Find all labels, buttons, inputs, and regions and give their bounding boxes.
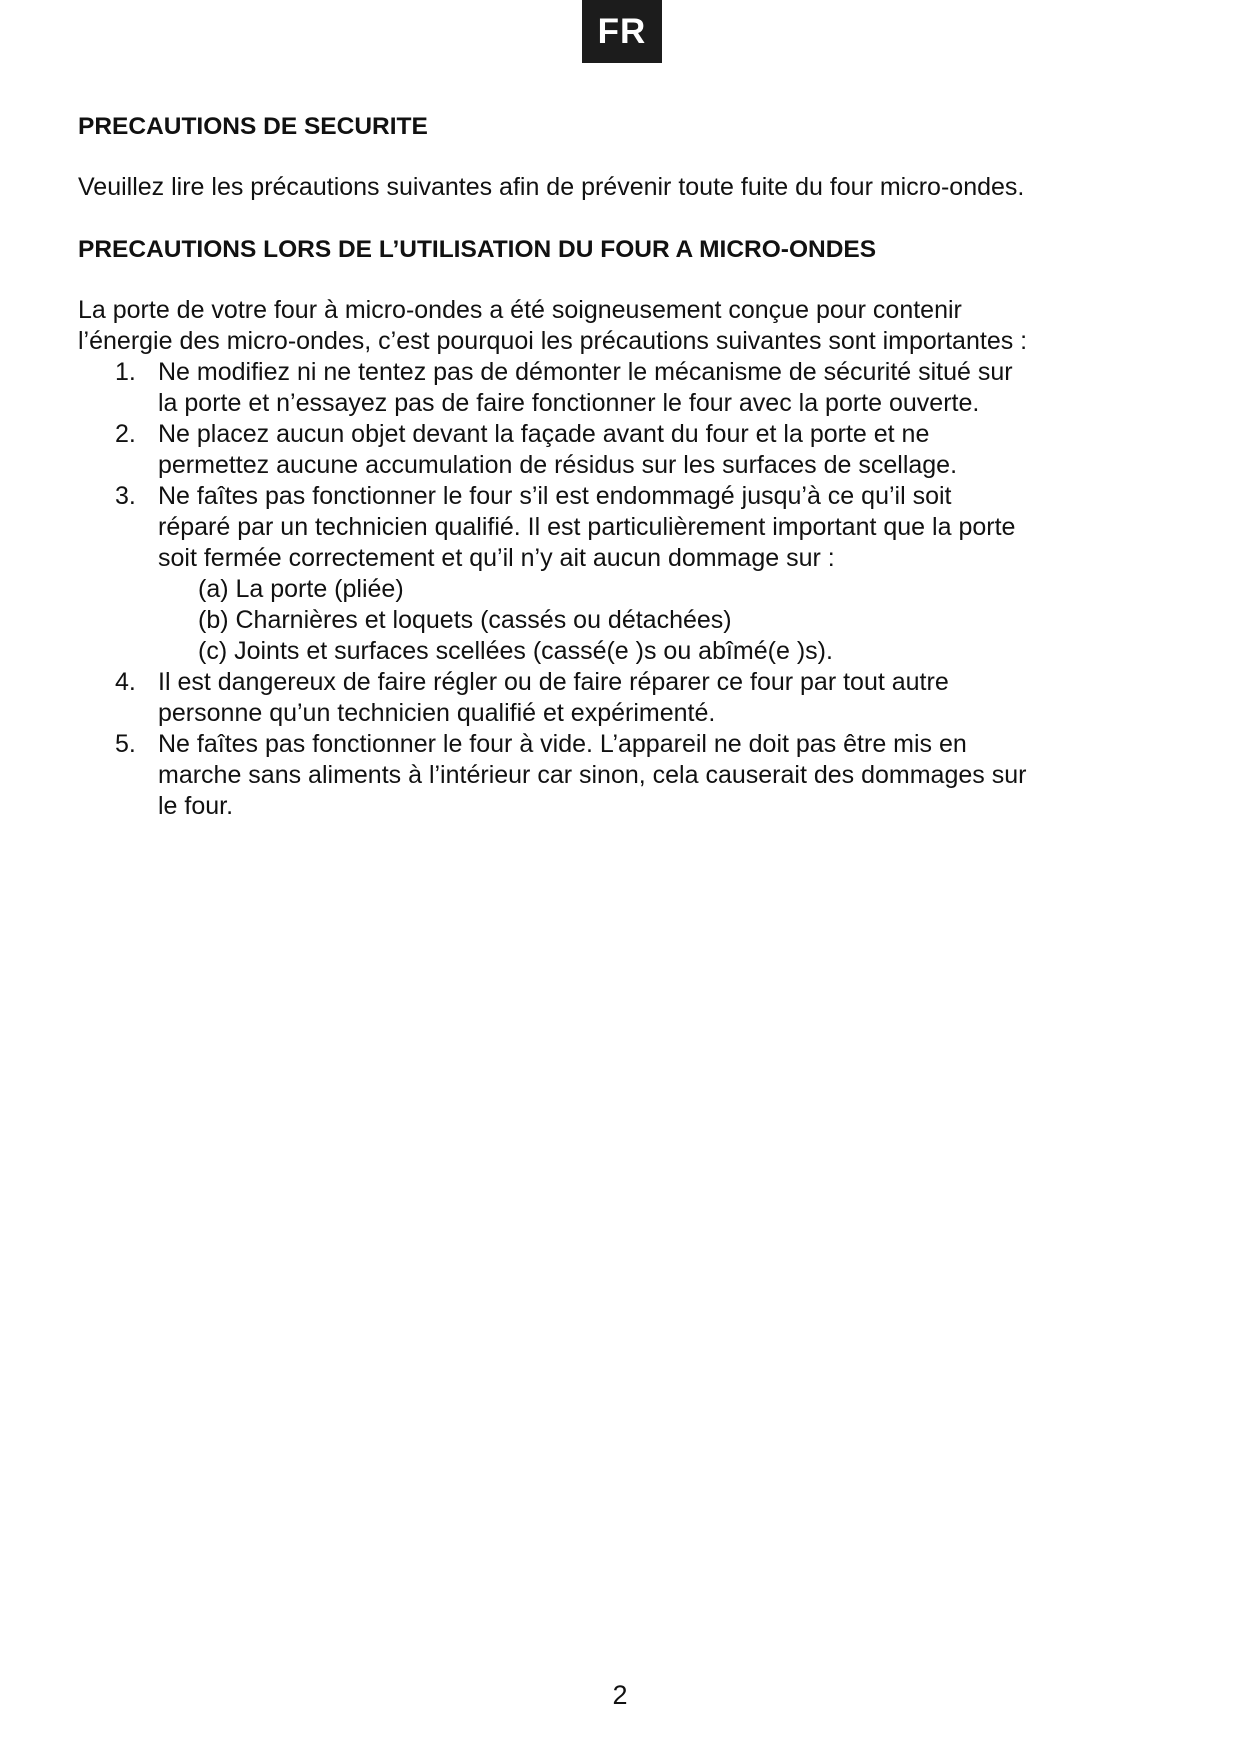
list-item [78,419,1168,481]
sublist-item: (c) Joints et surfaces scellées (cassé(e )s ou abîmé(e )s). [198,637,833,665]
sublist-item: (b) Charnières et loquets (cassés ou détachées) [198,606,732,634]
list-item [78,481,1168,667]
list-item-number: 2. [115,420,136,448]
list-item-line: Il est dangereux de faire régler ou de faire réparer ce four par tout autre [158,668,949,696]
list-item-number: 1. [115,358,136,386]
list-item-number: 4. [115,668,136,696]
list-item [78,667,1168,729]
list-item-line: Ne modifiez ni ne tentez pas de démonter le mécanisme de sécurité situé sur [158,358,1013,386]
list-item-line: la porte et n’essayez pas de faire fonctionner le four avec la porte ouverte. [158,389,980,417]
sublist-item: (a) La porte (pliée) [198,575,404,603]
list-item-number: 5. [115,730,136,758]
safety-intro-text: Veuillez lire les précautions suivantes afin de prévenir toute fuite du four micro-ondes. [78,173,1025,201]
list-item-line: marche sans aliments à l’intérieur car sinon, cela causerait des dommages sur [158,761,1027,789]
list-item-line: Ne faîtes pas fonctionner le four s’il est endommagé jusqu’à ce qu’il soit [158,482,952,510]
section-heading-safety: PRECAUTIONS DE SECURITE [78,113,428,140]
section-heading-usage: PRECAUTIONS LORS DE L’UTILISATION DU FOUR A MICRO-ONDES [78,236,877,263]
list-item-line: réparé par un technicien qualifié. Il est particulièrement important que la porte [158,513,1016,541]
page-number: 2 [612,1680,628,1710]
list-item-line: soit fermée correctement et qu’il n’y ait aucun dommage sur : [158,544,835,572]
list-item-line: Ne placez aucun objet devant la façade avant du four et la porte et ne [158,420,930,448]
damage-sublist [158,574,1168,667]
language-badge: FR [582,0,662,63]
list-item [78,729,1168,822]
list-item-line: permettez aucune accumulation de résidus sur les surfaces de scellage. [158,451,958,479]
usage-intro-line-2: l’énergie des micro-ondes, c’est pourquoi les précautions suivantes sont importantes : [78,327,1028,355]
list-item-line: personne qu’un technicien qualifié et expérimenté. [158,699,716,727]
list-item-line: le four. [158,792,234,820]
precautions-list [78,357,1168,822]
list-item-number: 3. [115,482,136,510]
usage-intro-text [78,295,1178,357]
list-item [78,357,1168,419]
usage-intro-line-1: La porte de votre four à micro-ondes a été soigneusement conçue pour contenir [78,296,962,324]
list-item-line: Ne faîtes pas fonctionner le four à vide. L’appareil ne doit pas être mis en [158,730,967,758]
